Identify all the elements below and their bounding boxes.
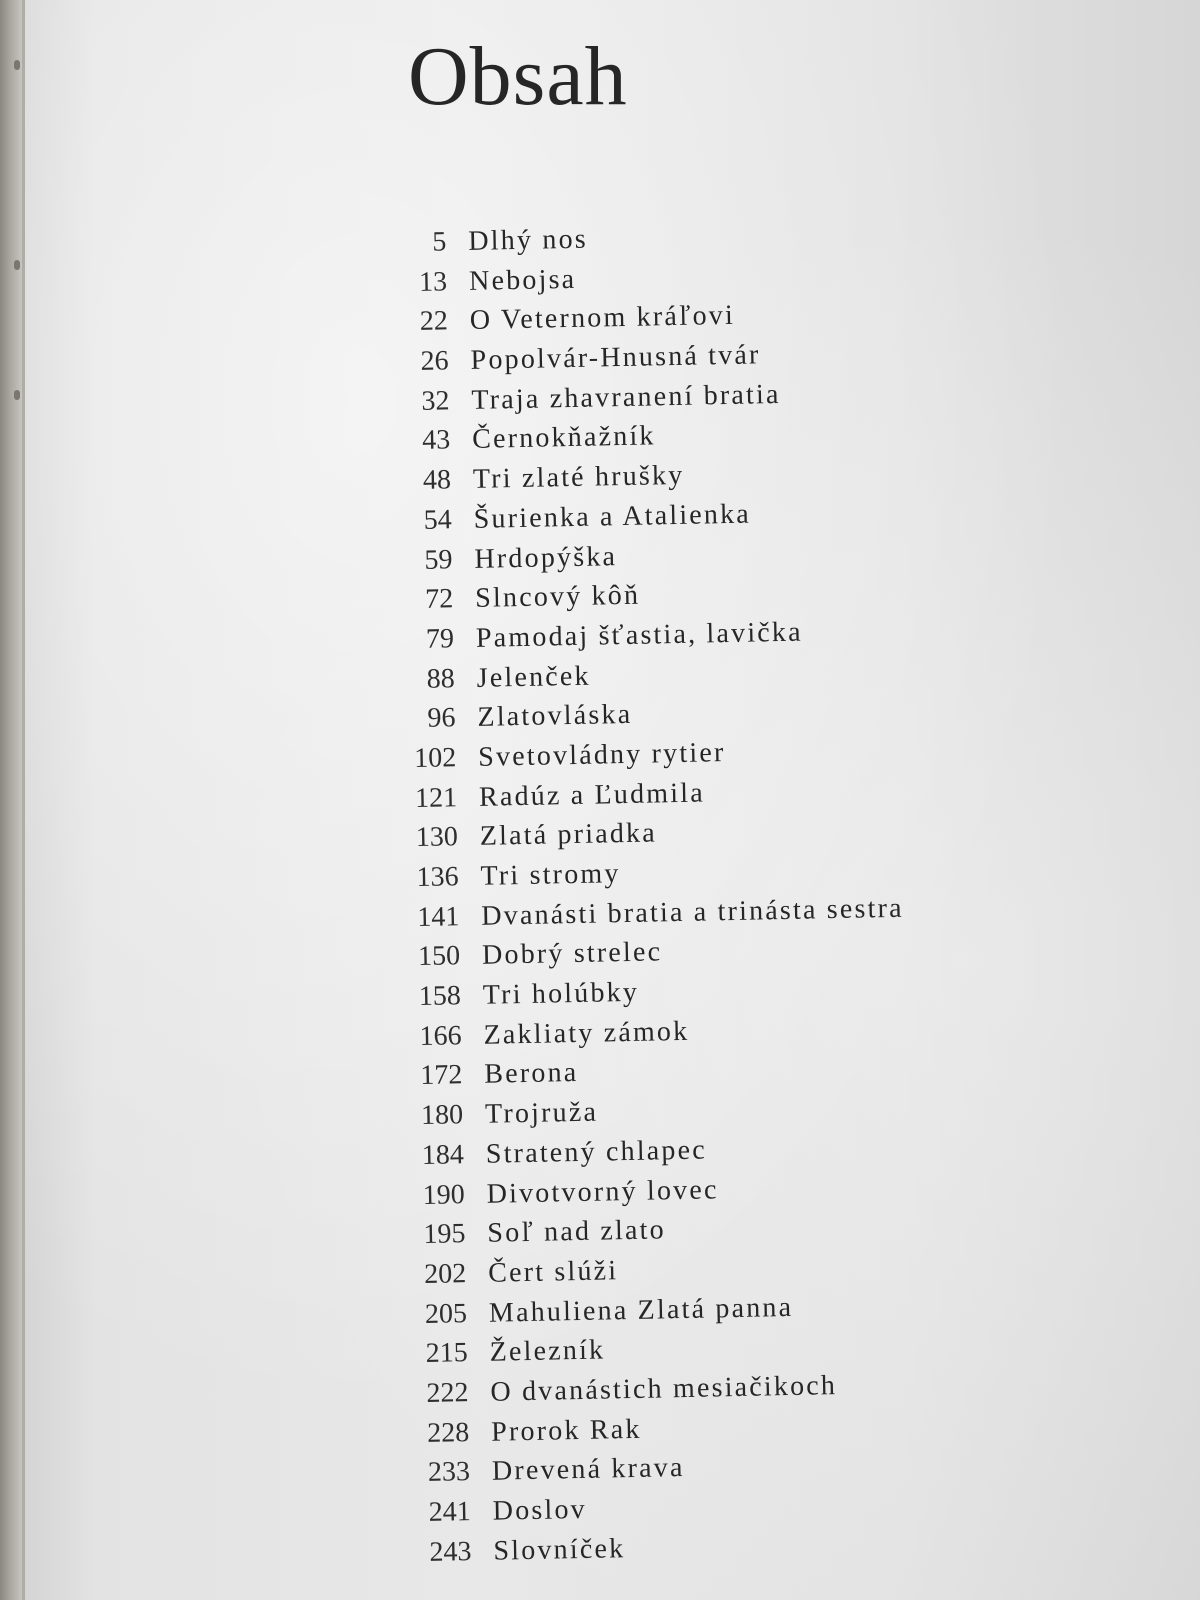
toc-entry-title: Šurienka a Atalienka — [473, 498, 752, 535]
toc-entry-title: Slncový kôň — [474, 579, 641, 615]
toc-entry-title: Tri stromy — [480, 858, 621, 892]
toc-page-number: 190 — [422, 1178, 465, 1211]
toc-page-number: 136 — [416, 861, 459, 894]
toc-page-number: 88 — [426, 662, 456, 695]
toc-entry-title: Popolvár-Hnusná tvár — [470, 339, 761, 376]
binding-stitch — [14, 260, 20, 270]
toc-entry-title: Černokňažník — [471, 420, 656, 456]
toc-page-number: 59 — [424, 543, 453, 576]
toc-entry-title: Prorok Rak — [490, 1413, 642, 1448]
toc-entry-title: Divotvorný lovec — [486, 1173, 719, 1210]
toc-entry-title: Tri holúbky — [482, 976, 640, 1011]
toc-entry-title: Hrdopýška — [474, 540, 618, 575]
toc-entry-title: Nebojsa — [468, 263, 577, 297]
toc-entry-title: Jelenček — [476, 660, 592, 694]
toc-entry-title: Trojruža — [484, 1096, 599, 1130]
toc-page-number: 48 — [422, 464, 452, 496]
toc-page-number: 26 — [420, 345, 449, 377]
toc-entry-title: Dvanásti bratia a trinásta sestra — [481, 892, 904, 932]
toc-entry-title: Svetovládny rytier — [477, 737, 726, 773]
toc-entry-title: Železník — [489, 1334, 606, 1368]
toc-page-number: 228 — [426, 1416, 470, 1449]
toc-page-number: 102 — [413, 742, 457, 774]
toc-page-number: 130 — [415, 821, 459, 854]
toc-entry-title: Drevená krava — [491, 1452, 685, 1488]
toc-entry-title: Berona — [484, 1057, 579, 1091]
toc-entry-title: Soľ nad zlato — [487, 1214, 667, 1249]
toc-entry-title: Slovníček — [493, 1532, 626, 1567]
toc-page-number: 13 — [418, 266, 448, 298]
toc-page-number: 202 — [423, 1258, 467, 1290]
binding-stitch — [14, 60, 20, 70]
toc-page-number: 5 — [432, 226, 447, 258]
toc-entry-title: O dvanástich mesiačikoch — [490, 1369, 838, 1408]
toc-entry-title: Zakliaty zámok — [483, 1015, 690, 1051]
toc-page-number: 215 — [425, 1337, 468, 1370]
toc-page-number: 180 — [420, 1099, 464, 1132]
book-binding — [0, 0, 22, 1600]
toc-entry-title: Dlhý nos — [468, 223, 589, 257]
toc-entry-title: Pamodaj šťastia, lavička — [475, 616, 804, 654]
binding-edge — [22, 0, 25, 1600]
toc-page-number: 158 — [418, 980, 462, 1013]
toc-entry-title: Traja zhavranení bratia — [471, 378, 781, 416]
toc-page-number: 205 — [424, 1297, 468, 1330]
toc-page-number: 233 — [427, 1456, 471, 1489]
toc-entry-title: Mahuliena Zlatá panna — [488, 1291, 794, 1329]
toc-entry-title: Stratený chlapec — [485, 1134, 708, 1170]
toc-entry-title: Čert slúži — [487, 1255, 619, 1289]
toc-page-number: 195 — [423, 1218, 466, 1251]
toc-page-number: 241 — [428, 1496, 472, 1528]
table-of-contents — [360, 211, 1086, 1574]
page-title: Obsah — [408, 30, 628, 123]
toc-entry-title: Zlatovláska — [477, 699, 633, 734]
toc-entry-title: Tri zlaté hrušky — [472, 459, 685, 496]
toc-page-number: 141 — [417, 900, 460, 933]
toc-page-number: 172 — [420, 1059, 463, 1092]
toc-page-number: 166 — [419, 1019, 462, 1052]
toc-page-number: 72 — [424, 583, 454, 616]
toc-page-number: 150 — [417, 940, 461, 973]
toc-page-number: 222 — [426, 1377, 469, 1409]
toc-entry-title: Doslov — [492, 1493, 588, 1527]
toc-page-number: 79 — [425, 623, 455, 655]
toc-page-number: 54 — [423, 504, 452, 536]
toc-page-number: 22 — [419, 305, 449, 338]
toc-page-number: 96 — [427, 702, 456, 735]
toc-entry-title: O Veternom kráľovi — [469, 300, 736, 337]
toc-entry-title: Dobrý strelec — [481, 936, 663, 972]
toc-page-number: 43 — [421, 424, 451, 457]
toc-page-number: 243 — [429, 1535, 472, 1568]
binding-stitch — [14, 390, 20, 400]
toc-page-number: 121 — [414, 781, 458, 814]
toc-entry-title: Radúz a Ľudmila — [478, 777, 706, 813]
toc-entry-title: Zlatá priadka — [479, 817, 658, 853]
toc-page-number: 184 — [421, 1138, 465, 1171]
toc-page-number: 32 — [421, 385, 450, 417]
